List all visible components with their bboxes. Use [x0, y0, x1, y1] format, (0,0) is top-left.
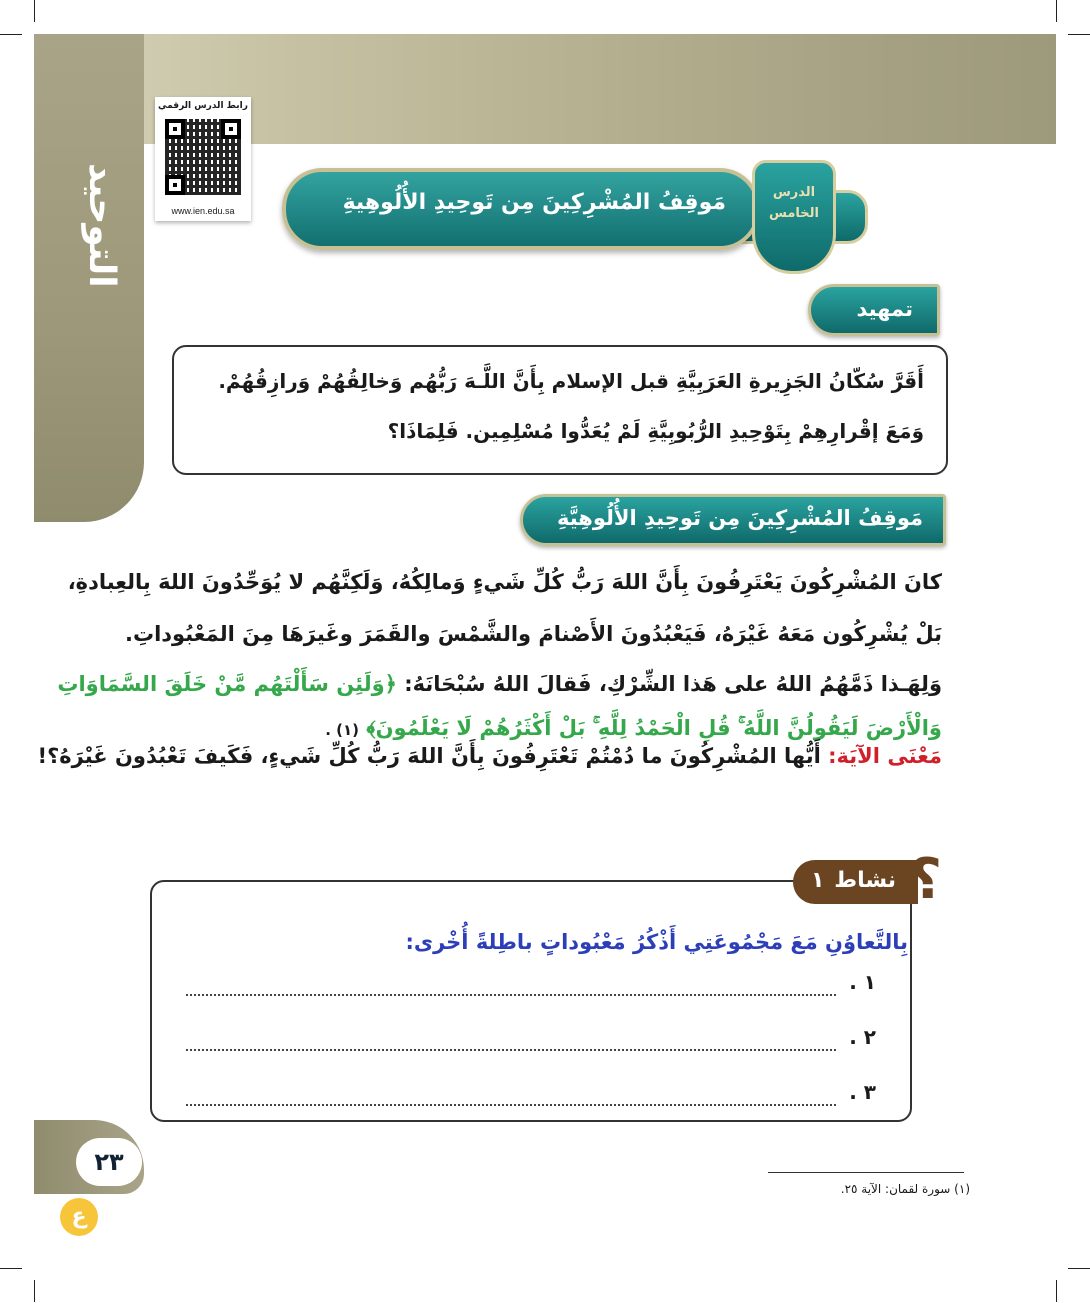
intro-heading-pill	[808, 284, 940, 336]
paragraph-line-3	[57, 672, 942, 696]
crop-mark	[0, 34, 22, 35]
lesson-title-banner	[282, 168, 760, 250]
crop-mark	[1068, 1268, 1090, 1269]
qr-eye	[165, 175, 185, 195]
answer-row-2[interactable]	[186, 1025, 876, 1055]
footnote-rule	[768, 1172, 964, 1173]
qr-url[interactable]: www.ien.edu.sa	[171, 206, 235, 216]
answer-number: ٢ .	[849, 1025, 876, 1049]
intro-heading: تمهيد	[856, 297, 913, 321]
activity-label: نشاط	[834, 868, 896, 893]
section-heading-pill	[520, 494, 946, 546]
quran-reference: (١) .	[325, 721, 359, 739]
paragraph-line-4	[325, 716, 942, 741]
meaning-line	[38, 744, 942, 768]
answer-number: ١ .	[849, 970, 876, 994]
paragraph-line-3-intro: وَلِهَـذا ذَمَّهُمُ اللهُ على هَذا الشِّرْكِ، فَقالَ اللهُ سُبْحَانَهُ:	[404, 672, 942, 696]
lesson-badge	[752, 160, 836, 274]
activity-number: ١	[811, 868, 825, 893]
lesson-badge-line1: الدرس	[772, 185, 816, 200]
answer-row-3[interactable]	[186, 1080, 876, 1110]
paragraph-line-1: كانَ المُشْرِكُونَ يَعْتَرِفُونَ بِأَنَّ اللهَ رَبُّ كُلِّ شَيءٍ وَمالِكُهُ، وَلَكِنَّهُم لا يُوَحِّدُونَ اللهَ بِالعِبادةِ،	[67, 570, 942, 594]
crop-mark	[34, 1280, 35, 1302]
crop-mark	[34, 0, 35, 22]
qr-eye	[165, 119, 185, 139]
qr-card[interactable]	[155, 97, 251, 221]
activity-tab	[793, 860, 918, 904]
lesson-badge-line2: الخامس	[768, 206, 819, 221]
answer-number: ٣ .	[849, 1080, 876, 1104]
meaning-text: أَيُّها المُشْرِكُونَ ما دُمْتُمْ تَعْتَرِفُونَ بِأَنَّ اللهَ رَبُّ كُلِّ شَيءٍ، فَكَيفَ تَعْبُدُونَ غَيْرَهُ؟!	[37, 744, 821, 768]
page-number: ٢٣	[76, 1138, 142, 1186]
lesson-title: مَوقِفُ المُشْرِكِينَ مِن تَوحِيدِ الأُلُوهِيةِ	[342, 190, 726, 215]
qr-label: رابط الدرس الرقمي	[158, 101, 248, 111]
publisher-logo-icon: ع	[60, 1198, 98, 1236]
qr-eye	[221, 119, 241, 139]
side-title: التوحيد	[81, 162, 122, 288]
quran-verse-part-1: ﴿وَلَئِن سَأَلْتَهُم مَّنْ خَلَقَ السَّمَاوَاتِ	[57, 672, 397, 696]
footnote: (١) سورة لقمان: الآية ٢٥.	[840, 1182, 970, 1196]
crop-mark	[1056, 1280, 1057, 1302]
activity-instruction: بِالتَّعاوُنِ مَعَ مَجْمُوعَتِي أَذْكُرُ مَعْبُوداتٍ باطِلةً أُخْرى:	[405, 930, 908, 954]
intro-line-2: وَمَعَ إقْرارِهِمْ بِتَوْحِيدِ الرُّبُوبِيَّةِ لَمْ يُعَدُّوا مُسْلِمِين. فَلِمَاذَا؟	[387, 419, 924, 443]
crop-mark	[1068, 34, 1090, 35]
answer-line[interactable]	[186, 1049, 836, 1051]
quran-verse-part-2: وَالْأَرْضَ لَيَقُولُنَّ اللَّهُ ۚ قُلِ الْحَمْدُ لِلَّهِ ۚ بَلْ أَكْثَرُهُمْ لَا يَعْلَمُونَ﴾	[366, 716, 942, 740]
question-mark-icon: ؟	[909, 847, 942, 912]
answer-line[interactable]	[186, 1104, 836, 1106]
answer-line[interactable]	[186, 994, 836, 996]
meaning-label: مَعْنَى الآيَة:	[828, 744, 942, 768]
intro-line-1: أَقَرَّ سُكّانُ الجَزِيرةِ العَرَبِيَّةِ قبل الإسلام بِأَنَّ اللَّـهَ رَبُّهُم وَخالِقُهُمْ وَرازِقُهُمْ.	[218, 369, 924, 393]
crop-mark	[0, 1268, 22, 1269]
intro-box	[172, 345, 948, 475]
crop-mark	[1056, 0, 1057, 22]
paragraph-line-2: بَلْ يُشْرِكُون مَعَهُ غَيْرَهُ، فَيَعْبُدُونَ الأَصْنامَ والشَّمْسَ والقَمَرَ وغَيرَهَا مِنَ المَعْبُوداتِ.	[125, 622, 942, 646]
section-heading: مَوقِفُ المُشْرِكِينَ مِن تَوحِيدِ الأُلُوهِيَّةِ	[557, 506, 923, 530]
answer-row-1[interactable]	[186, 970, 876, 1000]
